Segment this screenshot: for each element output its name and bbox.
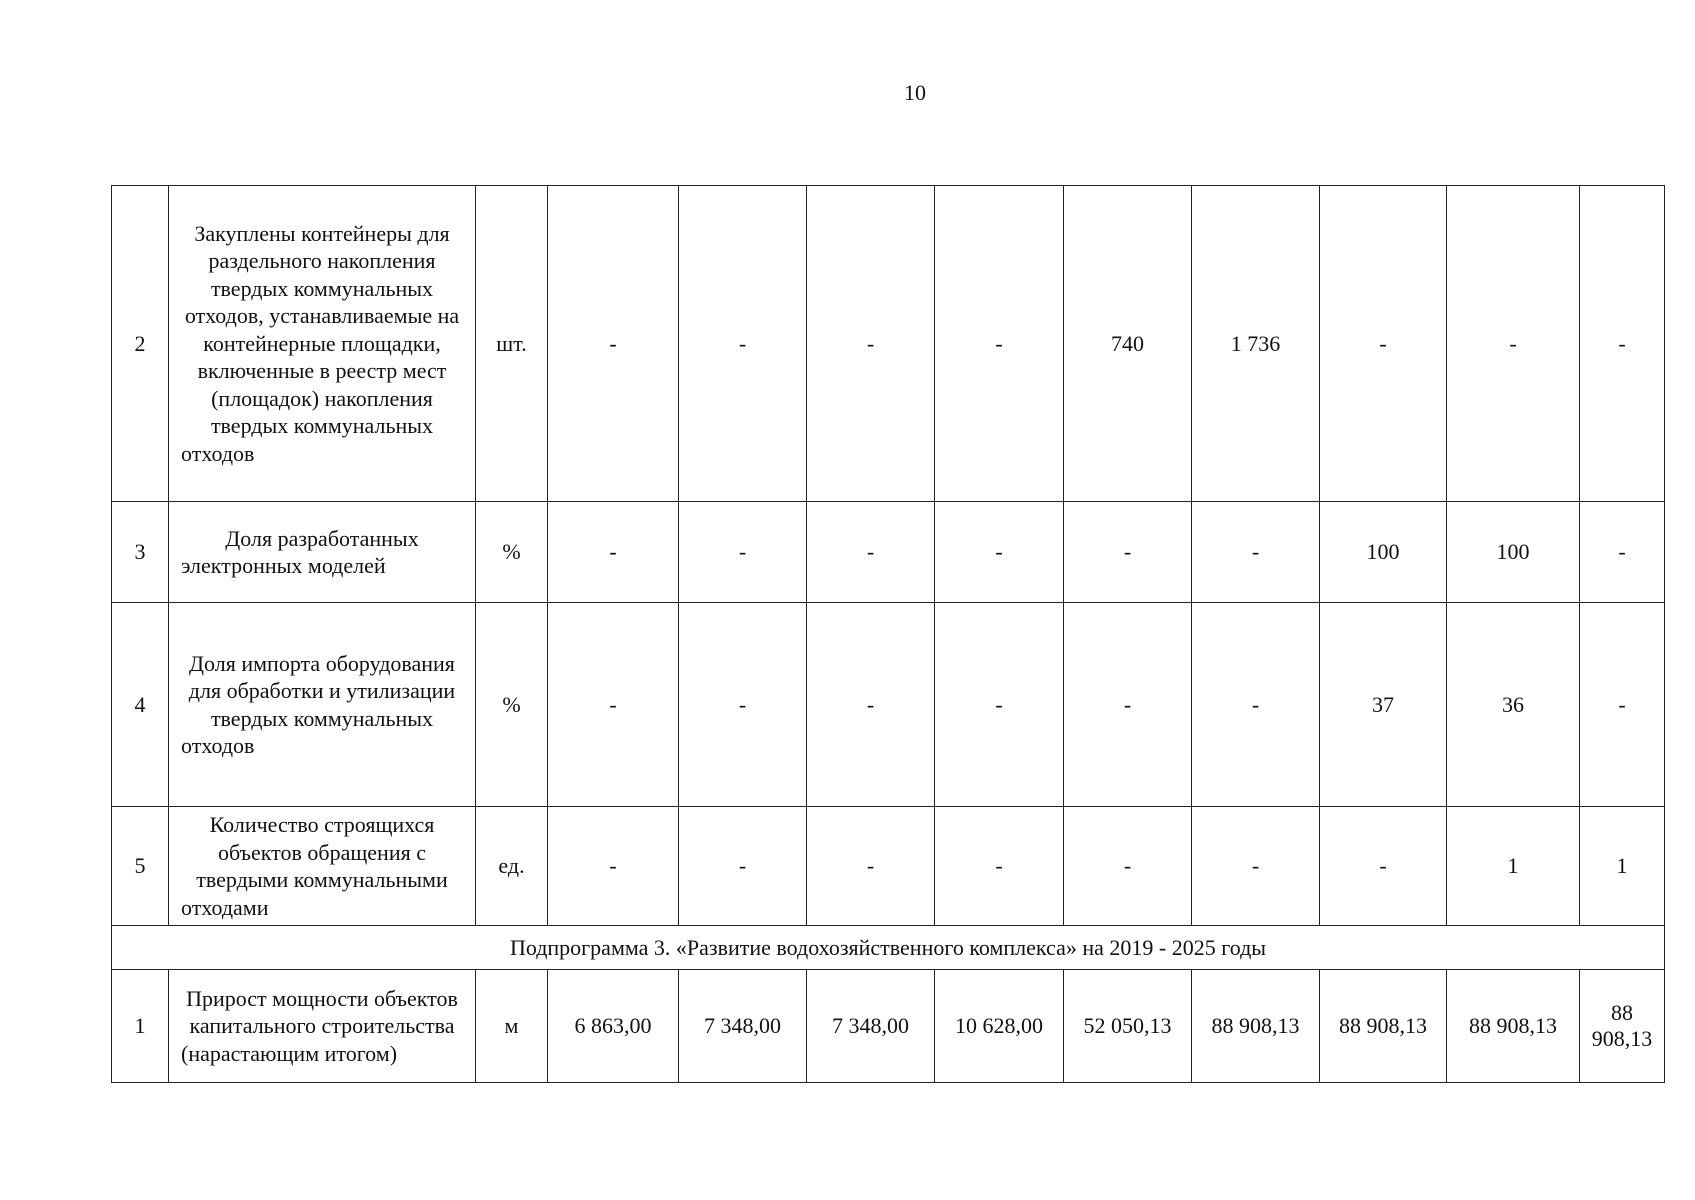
value-cell: - — [548, 603, 679, 807]
table-row — [112, 186, 1665, 502]
value-cell: 6 863,00 — [548, 970, 679, 1083]
value-cell: - — [1064, 603, 1192, 807]
value-cell: - — [679, 502, 807, 603]
value-cell: 100 — [1320, 502, 1447, 603]
value-cell: - — [1447, 186, 1580, 502]
value-cell: - — [935, 186, 1064, 502]
value-cell: - — [1580, 502, 1665, 603]
value-cell: - — [548, 502, 679, 603]
value-cell: 88 908,13 — [1447, 970, 1580, 1083]
row-number: 2 — [112, 186, 169, 502]
row-number: 4 — [112, 603, 169, 807]
table-row — [112, 502, 1665, 603]
value-cell: 1 — [1580, 807, 1665, 926]
value-cell: 7 348,00 — [807, 970, 935, 1083]
value-cell: - — [1192, 603, 1320, 807]
row-number: 1 — [112, 970, 169, 1083]
page-number: 10 — [904, 80, 926, 105]
value-cell: 100 — [1447, 502, 1580, 603]
unit-cell: шт. — [476, 186, 548, 502]
value-cell: 1 736 — [1192, 186, 1320, 502]
value-cell: - — [1192, 807, 1320, 926]
value-cell: 37 — [1320, 603, 1447, 807]
table-row — [112, 603, 1665, 807]
indicator-name: Количество строящихся объектов обращения с твердыми коммунальными отходами — [169, 807, 476, 926]
value-cell: 52 050,13 — [1064, 970, 1192, 1083]
table-row — [112, 807, 1665, 926]
value-cell: - — [679, 807, 807, 926]
indicator-name: Доля импорта оборудования для обработки и утилизации твердых коммунальных отходов — [169, 603, 476, 807]
row-number: 3 — [112, 502, 169, 603]
value-cell: 1 — [1447, 807, 1580, 926]
value-cell: - — [807, 807, 935, 926]
table-row — [112, 970, 1665, 1083]
value-cell: - — [548, 807, 679, 926]
indicator-name: Доля разработанных электронных моделей — [169, 502, 476, 603]
value-cell: - — [935, 603, 1064, 807]
value-cell: 88 908,13 — [1320, 970, 1447, 1083]
value-cell: - — [935, 807, 1064, 926]
section-title: Подпрограмма 3. «Развитие водохозяйственного комплекса» на 2019 - 2025 годы — [112, 926, 1665, 970]
indicators-table — [111, 185, 1665, 1083]
value-cell: - — [807, 603, 935, 807]
unit-cell: % — [476, 603, 548, 807]
indicator-name: Закуплены контейнеры для раздельного накопления твердых коммунальных отходов, устанавливаемые на контейнерные площадки, включенные в реестр мест (площадок) накопления твердых коммунальных отходов — [169, 186, 476, 502]
value-cell: - — [1320, 807, 1447, 926]
value-cell: 10 628,00 — [935, 970, 1064, 1083]
value-cell: - — [1320, 186, 1447, 502]
value-cell: - — [548, 186, 679, 502]
value-cell: 88 908,13 — [1192, 970, 1320, 1083]
value-cell: - — [1192, 502, 1320, 603]
value-cell: - — [807, 502, 935, 603]
value-cell: - — [1580, 603, 1665, 807]
section-header-row — [112, 926, 1665, 970]
unit-cell: м — [476, 970, 548, 1083]
value-cell: - — [1580, 186, 1665, 502]
value-cell: - — [807, 186, 935, 502]
unit-cell: % — [476, 502, 548, 603]
unit-cell: ед. — [476, 807, 548, 926]
value-cell: - — [679, 186, 807, 502]
value-cell: - — [1064, 502, 1192, 603]
value-cell: - — [1064, 807, 1192, 926]
value-cell: 7 348,00 — [679, 970, 807, 1083]
value-cell: - — [679, 603, 807, 807]
value-cell: 88 908,13 — [1580, 970, 1665, 1083]
indicator-name: Прирост мощности объектов капитального строительства (нарастающим итогом) — [169, 970, 476, 1083]
value-cell: 740 — [1064, 186, 1192, 502]
row-number: 5 — [112, 807, 169, 926]
value-cell: - — [935, 502, 1064, 603]
value-cell: 36 — [1447, 603, 1580, 807]
